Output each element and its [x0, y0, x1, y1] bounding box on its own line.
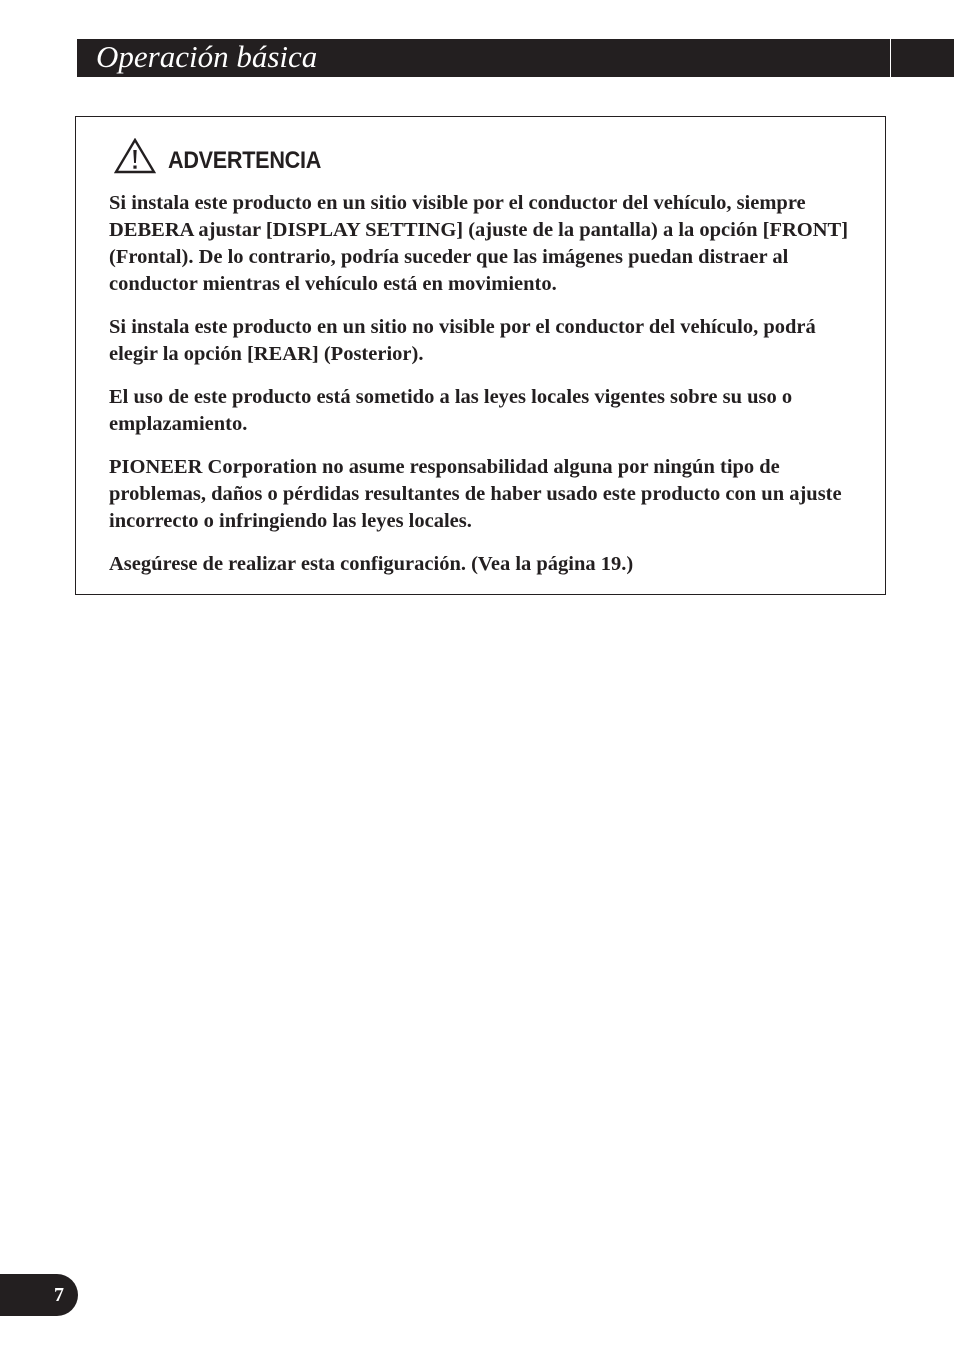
warning-paragraph: Si instala este producto en un sitio no visible por el conductor del vehículo, podrá elegir la opción [REAR] (Posterior). — [109, 316, 816, 365]
page-number: 7 — [54, 1284, 64, 1306]
warning-body — [109, 190, 869, 594]
warning-title: ADVERTENCIA — [168, 147, 322, 174]
warning-heading — [114, 134, 338, 174]
warning-paragraph: El uso de este producto está sometido a las leyes locales vigentes sobre su uso o emplazamiento. — [109, 386, 793, 435]
warning-paragraph: Si instala este producto en un sitio visible por el conductor del vehículo, siempre DEBERA ajustar [DISPLAY SETTING] (ajuste de la pantalla) a la opción [FRONT] (Frontal). De lo contrario, podría suceder que las imágenes puedan distraer al conductor mientras el vehículo está en movimiento. — [109, 192, 849, 295]
page-number-tab — [0, 1274, 78, 1316]
warning-paragraph: PIONEER Corporation no asume responsabilidad alguna por ningún tipo de problemas, daños o pérdidas resultantes de haber usado este producto con un ajuste incorrecto o infringiendo las leyes locales. — [109, 456, 842, 532]
section-title: Operación básica — [96, 39, 318, 74]
warning-triangle-icon — [114, 138, 156, 174]
section-index-tab — [891, 39, 954, 77]
warning-paragraph: Asegúrese de realizar esta configuración. (Vea la página 19.) — [109, 553, 634, 575]
